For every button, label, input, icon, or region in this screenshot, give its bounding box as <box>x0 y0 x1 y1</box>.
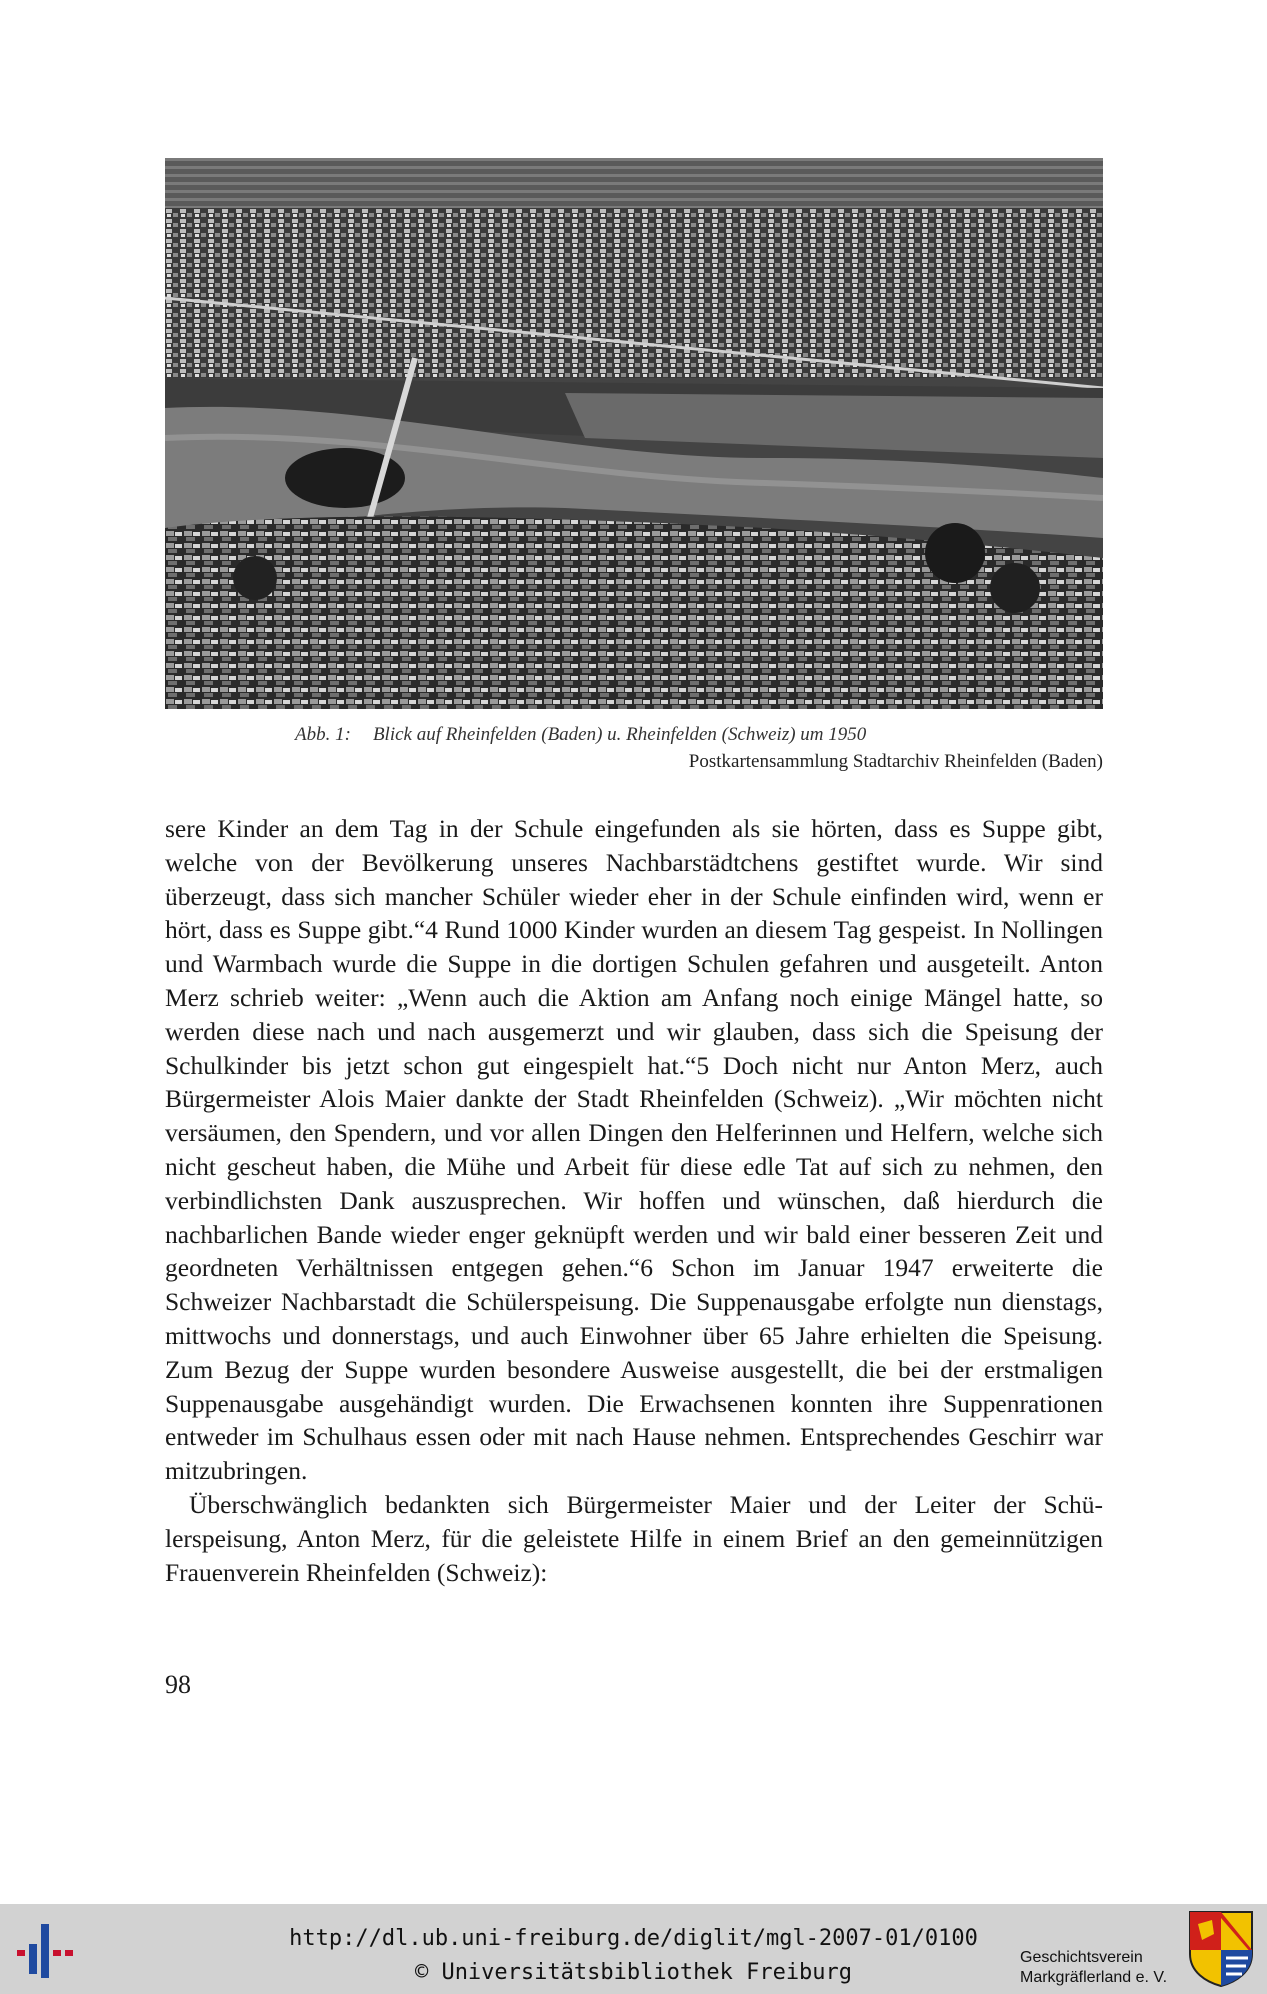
society-name-line1: Geschichtsverein <box>1020 1949 1143 1966</box>
society-name <box>1020 1948 1167 1988</box>
aerial-photo-image <box>165 158 1103 709</box>
figure-title: Blick auf Rheinfelden (Baden) u. Rheinfelden (Schweiz) um 1950 <box>372 724 867 745</box>
coat-of-arms-icon <box>1188 1910 1254 1988</box>
footer-url[interactable]: http://dl.ub.uni-freiburg.de/diglit/mgl-2007-01/0100 <box>289 1926 978 1951</box>
figure-label: Abb. 1: <box>295 724 351 745</box>
body-text <box>165 812 1103 1589</box>
society-name-line2: Markgräflerland e. V. <box>1020 1969 1168 1986</box>
page-number: 98 <box>165 1670 191 1699</box>
figure-source: Postkartensammlung Stadtarchiv Rheinfelden (Baden) <box>688 751 1103 772</box>
paragraph: sere Kinder an dem Tag in der Schule eingefunden als sie hörten, dass es Suppe gibt, welche von der Bevölkerung unseres Nachbarstädtchens gestiftet wurde. Wir sind überzeugt, dass sich mancher Schüler wieder eher in der Schule einfinden wird, wenn er hört, dass es Suppe gibt.“4 Rund 1000 Kinder wurden an diesem Tag gespeist. In Nollingen und Warmbach wurde die Suppe in die dortigen Schulen gefahren und ausgeteilt. Anton Merz schrieb weiter: „Wenn auch die Aktion am Anfang noch einige Mängel hatte, so werden diese nach und nach ausgemerzt und wir glauben, dass sich die Speisung der Schulkinder bis jetzt schon gut eingespielt hat.“5 Doch nicht nur Anton Merz, auch Bürgermeister Alois Maier dankte der Stadt Rheinfelden (Schweiz). „Wir möchten nicht versäumen, den Spendern, und vor allen Dingen den Helferinnen und Helfern, welche sich nicht gescheut haben, die Mühe und Arbeit für diese edle Tat auf sich zu nehmen, den verbindlichsten Dank auszusprechen. Wir hoffen und wünschen, daß hierdurch die nachbarlichen Bande wieder enger geknüpft werden und wir bald einer besseren Zeit und geordneten Verhältnissen entgegen gehen.“6 Schon im Januar 1947 erweiterte die Schweizer Nachbarstadt die Schülerspeisung. Die Suppenausgabe erfolgte nun dienstags, mittwochs und donnerstags, und auch Einwohner über 65 Jahre erhielten die Speisung. Zum Bezug der Suppe wurden besondere Ausweise ausgestellt, die bei der erstmaligen Suppenausgabe ausgehändigt wurden. Die Erwachsenen konnten ihre Suppenrationen entweder im Schulhaus essen oder mit nach Hause nehmen. Entsprechendes Geschirr war mitzubringen. <box>165 814 1103 1486</box>
figure-caption <box>165 721 1103 775</box>
aerial-photo <box>165 158 1103 709</box>
footer-bar <box>0 1904 1267 1994</box>
footer-copyright: © Universitätsbibliothek Freiburg <box>414 1960 853 1985</box>
figure-caption-title <box>165 721 1103 748</box>
paragraph: Überschwänglich bedankten sich Bürgermeister Maier und der Leiter der Schülerspeisung, Anton Merz, für die geleistete Hilfe in einem Brief an den gemeinnützigen Frauenverein Rheinfelden (Schweiz): <box>165 1489 1103 1587</box>
